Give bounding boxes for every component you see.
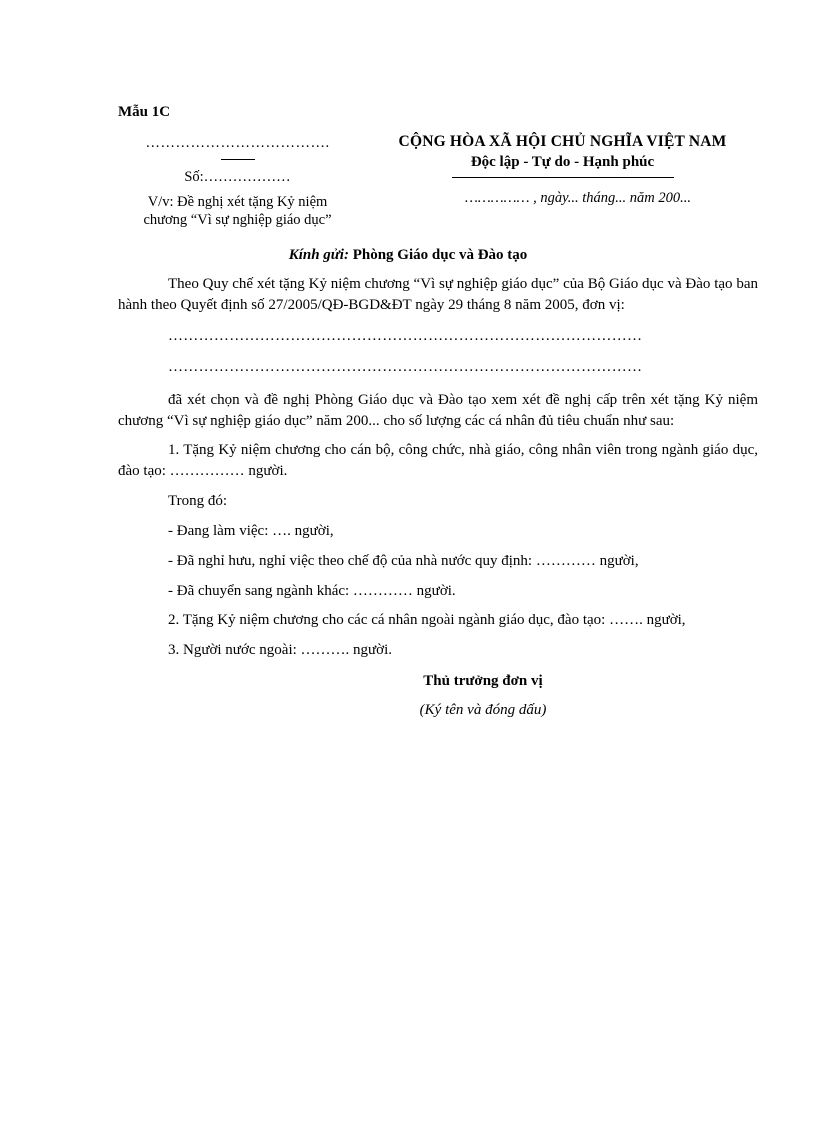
form-code: Mẫu 1C — [118, 104, 171, 120]
national-motto: Độc lập - Tự do - Hạnh phúc — [470, 154, 655, 171]
signature-block — [208, 671, 758, 721]
document-number: Số:……………… — [184, 168, 291, 185]
subject-line-1: V/v: Đề nghị xét tặng Kỷ niệm — [147, 193, 328, 210]
date-line: …………… , ngày... tháng... năm 200... — [465, 189, 691, 206]
signature-note: (Ký tên và đóng dấu) — [419, 702, 547, 718]
subject-line — [110, 193, 365, 229]
in-which-label: Trong đó: — [168, 493, 228, 509]
item-2: 2. Tặng Kỷ niệm chương cho các cá nhân ngoài ngành giáo dục, đào tạo: ……. người, — [168, 612, 686, 628]
item-3: 3. Người nước ngoài: ………. người. — [168, 642, 393, 658]
recipient-label: Kính gửi: — [288, 247, 349, 263]
unit-dots-line-1: ………………………………………………………………………………… — [168, 328, 643, 344]
issuing-unit-block — [110, 134, 365, 229]
item-1: 1. Tặng Kỷ niệm chương cho cán bộ, công chức, nhà giáo, công nhân viên trong ngành giáo dục, đào tạo: …………… người. — [118, 442, 758, 479]
transferred-count: - Đã chuyển sang ngành khác: ………… người. — [168, 583, 456, 599]
subject-line-2: chương “Vì sự nghiệp giáo dục” — [143, 211, 332, 228]
national-header — [365, 132, 760, 207]
unit-name-placeholder: ………………………………. — [145, 135, 330, 151]
unit-dots-line-2: ………………………………………………………………………………… — [168, 359, 643, 375]
unit-underline — [221, 159, 255, 160]
signer-title: Thủ trưởng đơn vị — [423, 673, 543, 689]
recipient-name: Phòng Giáo dục và Đào tạo — [352, 247, 528, 263]
recipient-line — [0, 246, 816, 266]
working-count: - Đang làm việc: …. người, — [168, 523, 334, 539]
country-name: CỘNG HÒA XÃ HỘI CHỦ NGHĨA VIỆT NAM — [398, 133, 727, 150]
proposal-paragraph: đã xét chọn và đề nghị Phòng Giáo dục và Đào tạo xem xét đề nghị cấp trên xét tặng Kỷ niệm chương “Vì sự nghiệp giáo dục” năm 200... cho số lượng các cá nhân đủ tiêu chuẩn như sau: — [118, 392, 758, 429]
letter-body — [118, 274, 758, 721]
retired-count: - Đã nghỉ hưu, nghỉ việc theo chế độ của nhà nước quy định: ………… người, — [168, 553, 639, 569]
intro-paragraph: Theo Quy chế xét tặng Kỷ niệm chương “Vì sự nghiệp giáo dục” của Bộ Giáo dục và Đào tạo ban hành theo Quyết định số 27/2005/QĐ-BGD&ĐT ngày 29 tháng 8 năm 2005, đơn vị: — [118, 276, 758, 313]
motto-underline — [452, 177, 674, 178]
